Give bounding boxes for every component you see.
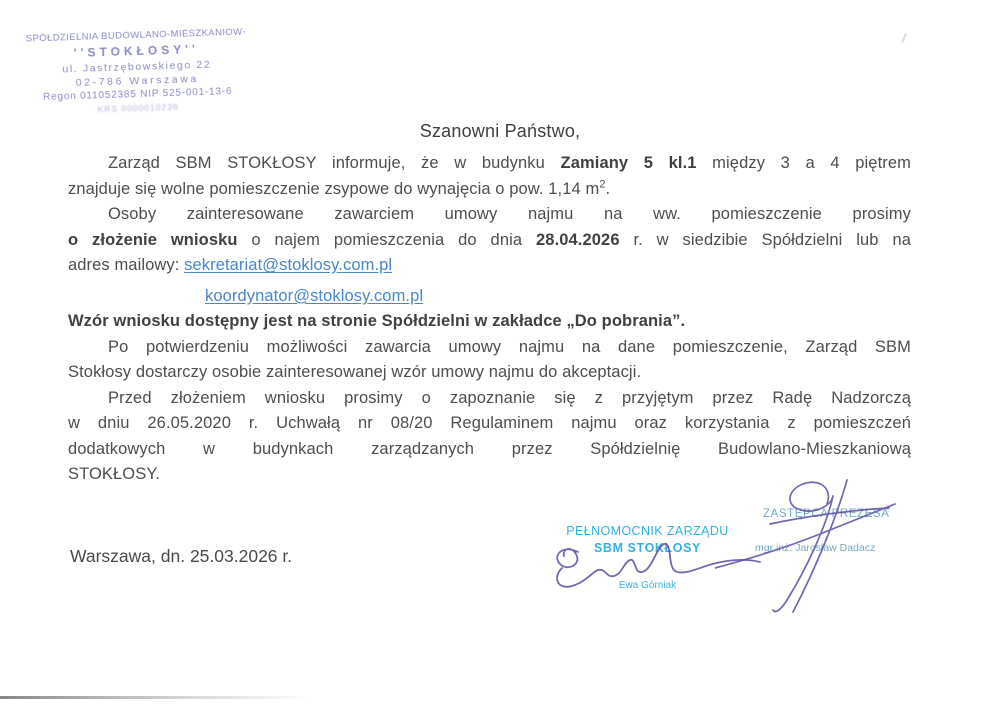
date-line: Warszawa, dn. 25.03.2026 r. (70, 546, 293, 566)
text-line (68, 202, 911, 228)
signature-right-name: mgr inż. Jarosław Dadacz (755, 542, 876, 554)
text-segment: Zarząd SBM STOKŁOSY informuje, że w budynku (108, 154, 561, 172)
text-segment: Po potwierdzeniu możliwości zawarcia umowy najmu na dane pomieszczenie, Zarząd SBM (108, 337, 911, 356)
letter-body (68, 151, 911, 488)
stamp-line-regon-nip: Regon 011052385 NIP 525-001-13-6 (42, 86, 233, 104)
text-line (68, 151, 911, 177)
text-segment: adres mailowy: (68, 256, 185, 274)
text-segment: 2 (599, 178, 606, 190)
cooperative-stamp (9, 26, 265, 117)
signature-left-name: Ewa Górniak (618, 579, 677, 591)
stamp-line-krs: KRS 0000010236 (97, 101, 179, 114)
text-segment: STOKŁOSY. (68, 465, 161, 483)
bold-text-segment: Wzór wniosku dostępny jest na stronie Spółdzielni w zakładce „Do pobrania”. (68, 312, 686, 330)
stamp-line-stoklosy: ''STOKŁOSY'' (73, 41, 200, 60)
text-segment: w dniu 26.05.2020 r. Uchwałą nr 08/20 Regulaminem najmu oraz korzystania z pomieszczeń (68, 414, 911, 432)
text-segment: r. w siedzibie Spółdzielni lub na (619, 230, 911, 249)
text-line (68, 437, 911, 463)
stamp-line-city: 02-786 Warszawa (75, 73, 200, 89)
signature-left-subtitle: SBM STOKŁOSY (594, 540, 701, 555)
stamp-line-street: ul. Jastrzębowskiego 22 (62, 58, 212, 76)
scan-mark (901, 33, 907, 43)
text-line (68, 386, 911, 412)
text-line (68, 228, 911, 254)
scan-artifact-line (0, 696, 312, 699)
text-segment: dodatkowych w budynkach zarządzanych przez Spółdzielnię Budowlano-Mieszkaniową (68, 439, 911, 458)
signature-right-title: ZASTĘPCA PREZESA (763, 508, 890, 520)
letter-salutation: Szanowni Państwo, (419, 121, 581, 141)
text-line (68, 335, 911, 361)
email-link-koordynator[interactable]: koordynator@stoklosy.com.pl (205, 286, 424, 305)
text-line (68, 177, 911, 203)
text-segment: Stokłosy dostarczy osobie zainteresowanej wzór umowy najmu do akceptacji. (68, 363, 642, 381)
text-line (68, 253, 911, 279)
text-segment: między 3 a 4 piętrem (696, 154, 911, 172)
text-segment: Przed złożeniem wniosku prosimy o zapoznanie się z przyjętym przez Radę Nadzorczą (108, 388, 911, 407)
email-link-sekretariat[interactable]: sekretariat@stoklosy.com.pl (184, 256, 393, 274)
text-segment: znajduje się wolne pomieszczenie zsypowe do wynajęcia o pow. 1,14 m (68, 179, 600, 198)
text-line (205, 284, 911, 310)
signature-block-left (555, 525, 740, 591)
text-line (68, 462, 911, 488)
bold-text-segment: Zamiany 5 kl.1 (560, 154, 697, 172)
signature-left-title: PEŁNOMOCNIK ZARZĄDU (566, 524, 729, 538)
text-line (68, 411, 911, 437)
signature-block-right (755, 508, 925, 554)
text-segment: . (605, 179, 611, 198)
text-line (68, 309, 911, 335)
stamp-line-org-name: SPÓŁDZIELNIA BUDOWLANO-MIESZKANIOW- (25, 26, 247, 45)
bold-text-segment: o złożenie wniosku (68, 230, 238, 249)
bold-text-segment: 28.04.2026 (536, 230, 620, 249)
text-segment: o najem pomieszczenia do dnia (237, 230, 537, 249)
text-line (68, 360, 911, 386)
text-segment: Osoby zainteresowane zawarciem umowy najmu na ww. pomieszczenie prosimy (108, 205, 911, 223)
